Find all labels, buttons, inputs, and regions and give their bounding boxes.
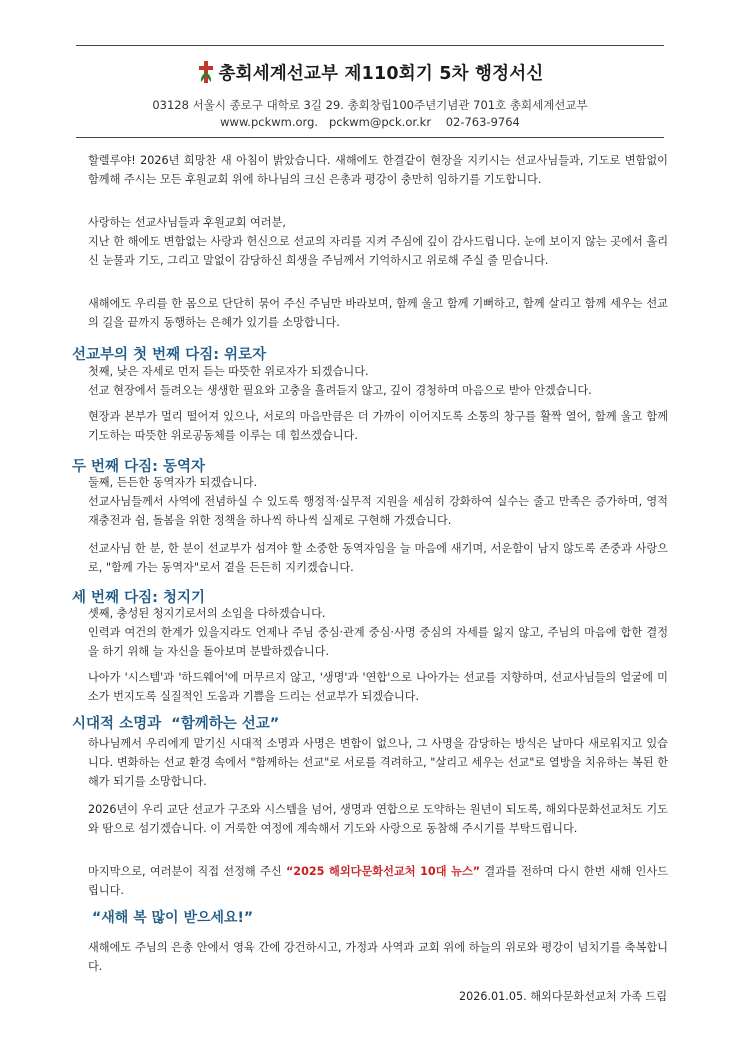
section-1-lead: 첫째, 낮은 자세로 먼저 듣는 따뜻한 위로자가 되겠습니다. — [88, 365, 369, 378]
new-year-greeting: “새해 복 많이 받으세요!” — [92, 910, 254, 926]
section-2-paragraph-2: 선교사님 한 분, 한 분이 선교부가 섬겨야 할 소중한 동역자임을 늘 마음에 새기며, 서운함이 남지 않도록 존중과 사랑으로, "함께 가는 동역자"로서 곁을 든든히 지키겠습니다. — [88, 542, 668, 574]
intro-paragraph-2 — [88, 213, 668, 270]
section-4-paragraph-1: 하나님께서 우리에게 맡기신 시대적 소명과 사명은 변함이 없으나, 그 사명을 감당하는 방식은 날마다 새로워지고 있습니다. 변화하는 선교 환경 속에서 "함께하는 선교"로 서로를 격려하고, "살리고 세우는 선교"로 열방을 치유하는 복된 한 해가 되기를 소망합니다. — [88, 737, 668, 788]
section-3-detail: 인력과 여건의 한계가 있을지라도 언제나 주님 중심·관계 중심·사명 중심의 자세를 잃지 않고, 주님의 마음에 합한 결정을 하기 위해 늘 자신을 돌아보며 분발하겠습니다. — [88, 626, 668, 658]
section-1-detail: 선교 현장에서 들려오는 생생한 필요와 고충을 흘려듣지 않고, 깊이 경청하며 마음으로 받아 안겠습니다. — [88, 384, 592, 397]
top10-news-highlight: “2025 해외다문화선교처 10대 뉴스” — [285, 865, 481, 878]
section-3-paragraph-1 — [88, 604, 668, 661]
section-2-title: 두 번째 다짐: 동역자 — [72, 459, 205, 475]
intro-thanks: 지난 한 해에도 변함없는 사랑과 헌신으로 선교의 자리를 지켜 주심에 깊이 감사드립니다. 눈에 보이지 않는 곳에서 흘리신 눈물과 기도, 그리고 말없이 감당하신 희생을 주님께서 기억하시고 위로해 주실 줄 믿습니다. — [88, 235, 668, 267]
signature-line: 2026.01.05. 해외다문화선교처 가족 드림 — [459, 990, 667, 1003]
closing-lead-text: 마지막으로, 여러분이 직접 선정해 주신 — [88, 865, 286, 878]
section-1-paragraph-1 — [88, 362, 668, 400]
contact-line: www.pckwm.org. pckwm@pck.or.kr 02-763-9764 — [220, 115, 520, 129]
section-3-paragraph-2: 나아가 '시스템'과 '하드웨어'에 머무르지 않고, '생명'과 '연합'으로 나아가는 선교를 지향하며, 선교사님들의 얼굴에 미소가 번지도록 실질적인 도움과 기쁨을 드리는 선교부가 되겠습니다. — [88, 671, 668, 703]
title-text: 총회세계선교부 제110회기 5차 행정서신 — [218, 64, 544, 84]
section-4-paragraph-3 — [88, 862, 668, 900]
section-3-lead: 셋째, 충성된 청지기로서의 소임을 다하겠습니다. — [88, 607, 326, 620]
intro-paragraph-3: 새해에도 우리를 한 몸으로 단단히 묶어 주신 주님만 바라보며, 함께 울고 함께 기뻐하고, 함께 살리고 함께 세우는 선교의 길을 끝까지 동행하는 은혜가 있기를 소망합니다. — [88, 297, 668, 329]
section-4-paragraph-2: 2026년이 우리 교단 선교가 구조와 시스템을 넘어, 생명과 연합으로 도약하는 원년이 되도록, 해외다문화선교처도 기도와 땀으로 섬기겠습니다. 이 거룩한 여정에 계속해서 기도와 사랑으로 동참해 주시기를 부탁드립니다. — [88, 803, 668, 835]
intro-salutation: 사랑하는 선교사님들과 후원교회 여러분, — [88, 216, 286, 229]
section-1-title: 선교부의 첫 번째 다짐: 위로자 — [72, 347, 267, 363]
section-3-title: 세 번째 다짐: 청지기 — [72, 590, 205, 606]
top-rule — [76, 45, 664, 46]
address-line: 03128 서울시 종로구 대학로 3길 29. 총회창립100주년기념관 701호 총회세계선교부 — [152, 98, 588, 112]
header-bottom-rule — [76, 137, 664, 138]
section-1-paragraph-2: 현장과 본부가 멀리 떨어져 있으나, 서로의 마음만큼은 더 가까이 이어지도록 소통의 창구를 활짝 열어, 함께 울고 함께 기도하는 따뜻한 위로공동체를 이루는 데 힘쓰겠습니다. — [88, 410, 668, 442]
intro-paragraph-1: 할렐루야! 2026년 희망찬 새 아침이 밝았습니다. 새해에도 한결같이 현장을 지키시는 선교사님들과, 기도로 변함없이 함께해 주시는 모든 후원교회 위에 하나님의 크신 은총과 평강이 충만히 임하기를 기도합니다. — [88, 154, 668, 186]
letter-title — [0, 60, 740, 89]
section-2-paragraph-1 — [88, 473, 668, 530]
section-2-detail: 선교사님들께서 사역에 전념하실 수 있도록 행정적·실무적 지원을 세심히 강화하여 실수는 줄고 만족은 증가하며, 영적 재충전과 쉼, 돌봄을 위한 정책을 하나씩 하나씩 실제로 구현해 가겠습니다. — [88, 495, 668, 527]
blessing-paragraph: 새해에도 주님의 은총 안에서 영육 간에 강건하시고, 가정과 사역과 교회 위에 하늘의 위로와 평강이 넘치기를 축복합니다. — [88, 941, 668, 973]
cross-logo-icon — [197, 60, 215, 89]
section-2-lead: 둘째, 든든한 동역자가 되겠습니다. — [88, 476, 258, 489]
closing-tail-text: 결과를 전하며 다시 한번 새해 인사드립니다. — [88, 865, 668, 897]
section-4-title: 시대적 소명과 “함께하는 선교” — [72, 716, 280, 732]
header-address-block — [0, 97, 740, 131]
